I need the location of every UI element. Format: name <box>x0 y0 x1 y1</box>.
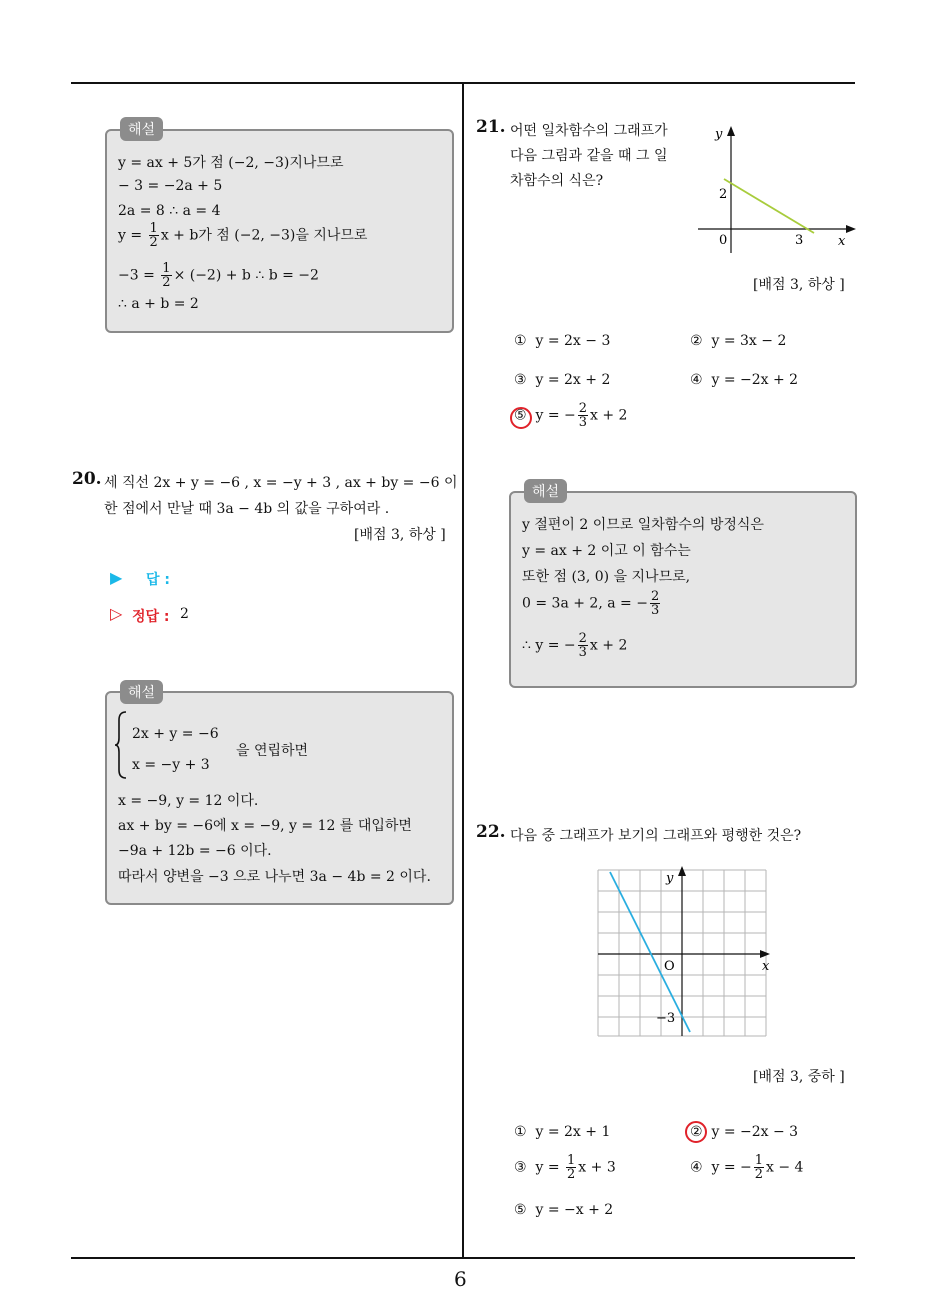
graph-21-y-tick: 2 <box>719 187 728 202</box>
choice-22-4[interactable]: ④ y = − $\frac{1}{2}$ x − 4 <box>690 1153 804 1182</box>
graph-22-origin: O <box>664 959 675 974</box>
question-number-21: 21. <box>476 117 506 137</box>
graph-22-y-label: y <box>666 871 674 886</box>
question-number-20: 20. <box>72 469 102 489</box>
score-20: [배점 3, 하상 ] <box>354 527 446 543</box>
graph-21-x-label: x <box>838 234 846 249</box>
graph-22 <box>590 860 780 1042</box>
correct-value: 2 <box>180 606 189 622</box>
question-text-20-line-1: 세 직선 2x + y = −6 , x = −y + 3 , ax + by = −6 이 <box>104 475 458 491</box>
sol19-line-2: − 3 = −2a + 5 <box>118 178 223 194</box>
sol20-line-1: x = −9, y = 12 이다. <box>118 793 259 809</box>
graph-22-x-label: x <box>762 959 770 974</box>
system-suffix: 을 연립하면 <box>236 743 309 759</box>
graph-22-y-tick: −3 <box>656 1011 676 1026</box>
system-eq-2: x = −y + 3 <box>132 757 210 773</box>
sol21-line-1: y 절편이 2 이므로 일차함수의 방정식은 <box>522 517 764 533</box>
sol20-line-2: ax + by = −6에 x = −9, y = 12 를 대입하면 <box>118 818 412 834</box>
sol21-line-2: y = ax + 2 이고 이 함수는 <box>522 543 691 559</box>
graph-21-x-tick: 3 <box>795 233 804 248</box>
graph-22-line <box>610 872 690 1032</box>
graph-21 <box>690 118 860 258</box>
fraction: $\frac{1}{2}$ <box>162 261 171 290</box>
answer-label: 답 : <box>146 572 170 588</box>
correct-arrow-icon: ▷ <box>110 604 123 623</box>
choice-21-3[interactable]: ③ y = 2x + 2 <box>514 372 611 388</box>
system-brace <box>114 710 128 784</box>
sol21-line-5: ∴ y = − $\frac{2}{3}$ x + 2 <box>522 631 628 660</box>
question-text-21-line-3: 차함수의 식은? <box>510 173 604 189</box>
choice-22-2[interactable]: ② y = −2x − 3 <box>690 1124 799 1140</box>
score-21: [배점 3, 하상 ] <box>753 277 845 293</box>
question-text-21-line-1: 어떤 일차함수의 그래프가 <box>510 123 668 139</box>
column-divider <box>462 83 464 1258</box>
question-text-22: 다음 중 그래프가 보기의 그래프와 평행한 것은? <box>510 828 802 844</box>
graph-21-y-label: y <box>715 127 723 142</box>
sol19-line-1: y = ax + 5가 점 (−2, −3)지나므로 <box>118 155 344 171</box>
question-number-22: 22. <box>476 822 506 842</box>
choice-21-1[interactable]: ① y = 2x − 3 <box>514 333 611 349</box>
sol20-line-4: 따라서 양변을 −3 으로 나누면 3a − 4b = 2 이다. <box>118 869 431 885</box>
graph-21-origin: 0 <box>719 233 728 248</box>
solution-tag: 해설 <box>120 117 163 141</box>
choice-22-1[interactable]: ① y = 2x + 1 <box>514 1124 611 1140</box>
graph-21-line <box>724 179 814 233</box>
choice-22-5[interactable]: ⑤ y = −x + 2 <box>514 1202 614 1218</box>
choice-21-2[interactable]: ② y = 3x − 2 <box>690 333 787 349</box>
question-text-20-line-2: 한 점에서 만날 때 3a − 4b 의 값을 구하여라 . <box>104 501 390 517</box>
selected-answer-circle <box>510 407 532 429</box>
sol19-line-4: y = $\frac{1}{2}$ x + b가 점 (−2, −3)을 지나므로 <box>118 221 368 250</box>
choice-21-4[interactable]: ④ y = −2x + 2 <box>690 372 799 388</box>
page-number: 6 <box>454 1267 467 1291</box>
answer-arrow-icon: ▶ <box>110 568 123 587</box>
choice-22-3[interactable]: ③ y = $\frac{1}{2}$ x + 3 <box>514 1153 616 1182</box>
sol21-line-4: 0 = 3a + 2, a = − $\frac{2}{3}$ <box>522 589 660 618</box>
sol19-line-6: ∴ a + b = 2 <box>118 296 199 312</box>
fraction: $\frac{1}{2}$ <box>149 221 158 250</box>
sol19-line-5: −3 = $\frac{1}{2}$ × (−2) + b ∴ b = −2 <box>118 261 319 290</box>
correct-label: 정답 : <box>132 609 170 625</box>
choice-21-5[interactable]: ⑤ y = − $\frac{2}{3}$ x + 2 <box>514 401 628 430</box>
solution-tag: 해설 <box>120 680 163 704</box>
sol20-line-3: −9a + 12b = −6 이다. <box>118 843 272 859</box>
system-eq-1: 2x + y = −6 <box>132 726 219 742</box>
selected-answer-circle <box>685 1121 707 1143</box>
solution-tag: 해설 <box>524 479 567 503</box>
score-22: [배점 3, 중하 ] <box>753 1069 845 1085</box>
question-text-21-line-2: 다음 그림과 같을 때 그 일 <box>510 148 668 164</box>
sol21-line-3: 또한 점 (3, 0) 을 지나므로, <box>522 569 691 585</box>
sol19-line-3: 2a = 8 ∴ a = 4 <box>118 203 221 219</box>
